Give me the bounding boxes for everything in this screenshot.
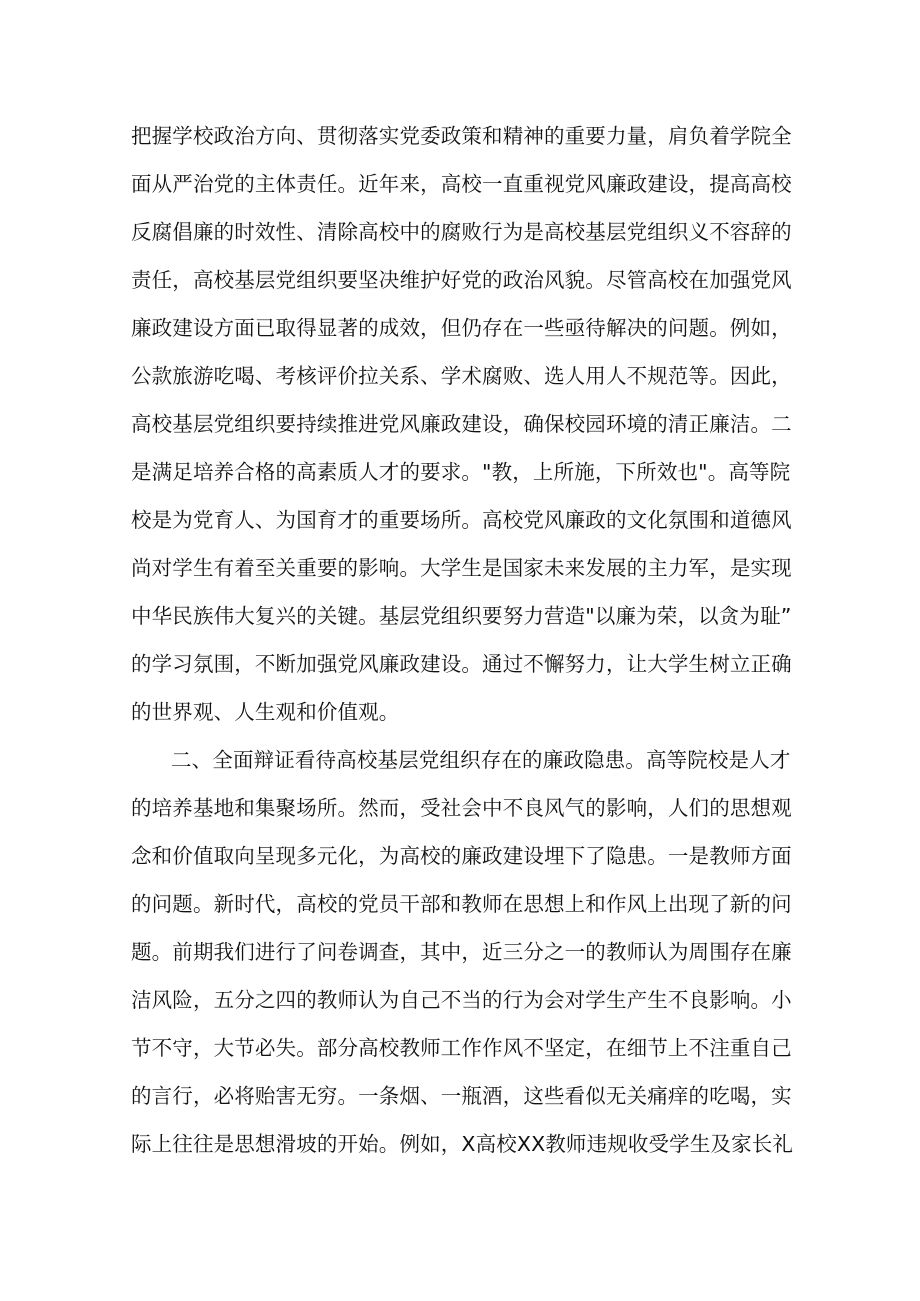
text-line: 廉政建设方面已取得显著的成效，但仍存在一些亟待解决的问题。例如， [131, 316, 792, 340]
section-heading-line: 二、全面辩证看待高校基层党组织存在的廉政隐患。高等院校是人才 [171, 748, 791, 772]
text-line: 洁风险，五分之四的教师认为自己不当的行为会对学生产生不良影响。小 [131, 988, 792, 1012]
text-line: 念和价值取向呈现多元化，为高校的廉政建设埋下了隐患。一是教师方面 [131, 844, 792, 868]
text-line: 节不守，大节必失。部分高校教师工作作风不坚定，在细节上不注重自己 [131, 1036, 792, 1060]
text-line: 面从严治党的主体责任。近年来，高校一直重视党风廉政建设，提高高校 [131, 172, 792, 196]
text-line: 际上往往是思想滑坡的开始。例如，X高校XX教师违规收受学生及家长礼 [131, 1132, 794, 1156]
text-line: 的问题。新时代，高校的党员干部和教师在思想上和作风上出现了新的问 [131, 892, 792, 916]
text-line: 校是为党育人、为国育才的重要场所。高校党风廉政的文化氛围和道德风 [131, 508, 792, 532]
text-line: 责任，高校基层党组织要坚决维护好党的政治风貌。尽管高校在加强党风 [131, 268, 792, 292]
text-line: 是满足培养合格的高素质人才的要求。"教，上所施，下所效也"。高等院 [131, 460, 791, 484]
text-line: 反腐倡廉的时效性、清除高校中的腐败行为是高校基层党组织义不容辞的 [131, 220, 792, 244]
text-line: 的世界观、人生观和价值观。 [131, 700, 400, 724]
text-line: 的培养基地和集聚场所。然而，受社会中不良风气的影响，人们的思想观 [131, 796, 792, 820]
text-line: 中华民族伟大复兴的关键。基层党组织要努力营造"以廉为荣，以贪为耻” [131, 604, 792, 628]
text-line: 的学习氛围，不断加强党风廉政建设。通过不懈努力，让大学生树立正确 [131, 652, 792, 676]
text-line: 尚对学生有着至关重要的影响。大学生是国家未来发展的主力军，是实现 [131, 556, 792, 580]
text-line: 的言行，必将贻害无穷。一条烟、一瓶酒，这些看似无关痛痒的吃喝，实 [131, 1084, 792, 1108]
text-line: 题。前期我们进行了问卷调查，其中，近三分之一的教师认为周围存在廉 [131, 940, 792, 964]
text-line: 高校基层党组织要持续推进党风廉政建设，确保校园环境的清正廉洁。二 [131, 412, 792, 436]
text-line: 公款旅游吃喝、考核评价拉关系、学术腐败、选人用人不规范等。因此， [131, 364, 792, 388]
text-line: 把握学校政治方向、贯彻落实党委政策和精神的重要力量，肩负着学院全 [131, 124, 792, 148]
